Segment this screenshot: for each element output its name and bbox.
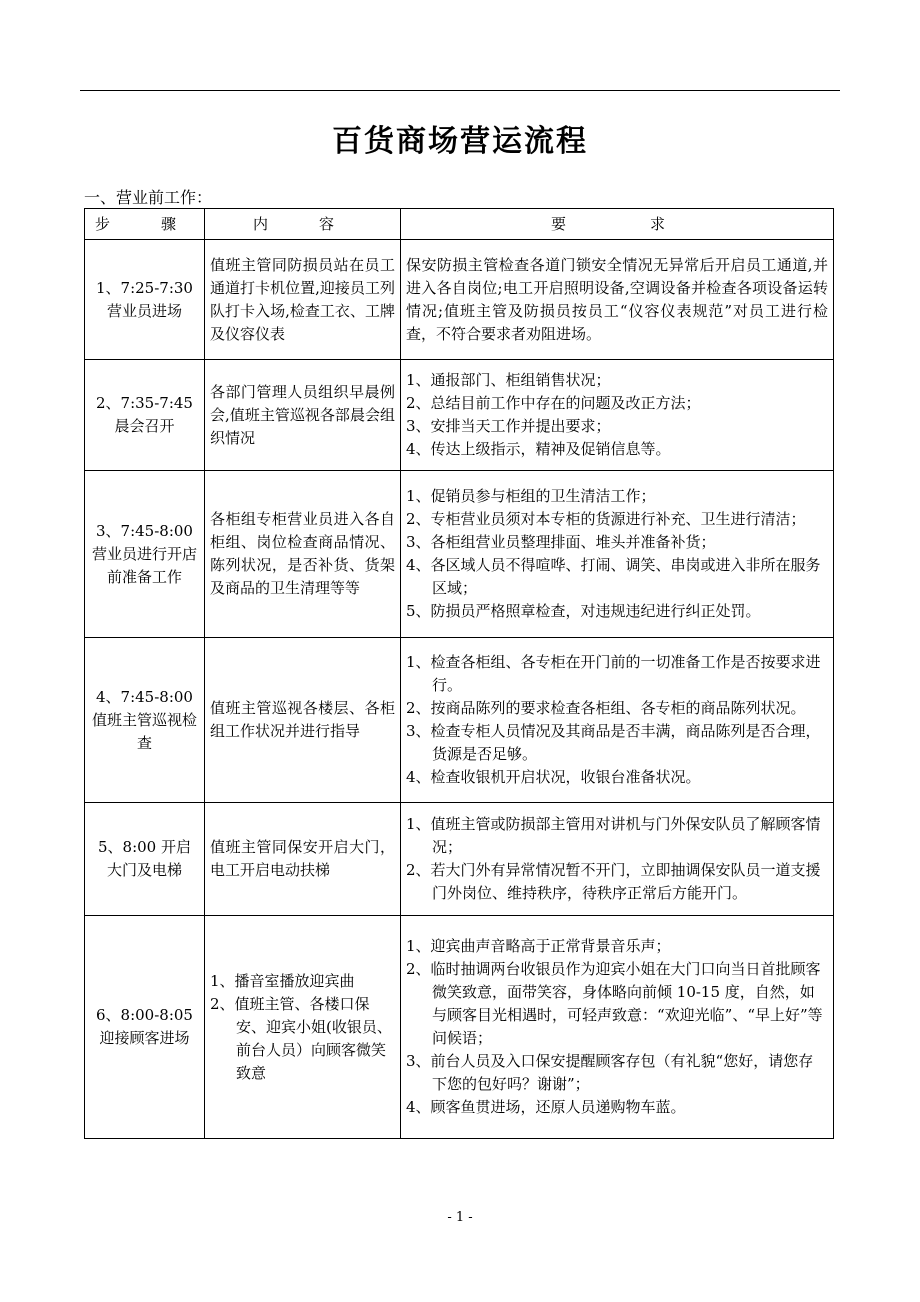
table-header-row xyxy=(85,209,834,240)
procedure-table xyxy=(84,208,834,1139)
header-rule xyxy=(80,90,840,91)
step-cell: 5、8:00 开启大门及电梯 xyxy=(85,803,205,916)
content-cell: 各柜组专柜营业员进入各自柜组、岗位检查商品情况、陈列状况，是否补货、货架及商品的卫生清理等等 xyxy=(205,471,401,638)
requirement-item: 5、防损员严格照章检查，对违规违纪进行纠正处罚。 xyxy=(406,602,761,620)
requirement-item: 2、专柜营业员须对本专柜的货源进行补充、卫生进行清洁； xyxy=(406,510,806,528)
requirement-item: 4、顾客鱼贯进场，还原人员递购物车蓝。 xyxy=(406,1098,686,1116)
requirement-item: 3、检查专柜人员情况及其商品是否丰满，商品陈列是否合理，货源是否足够。 xyxy=(406,722,821,763)
content-cell: 各部门管理人员组织早晨例会,值班主管巡视各部晨会组织情况 xyxy=(205,360,401,471)
section-heading: 一、营业前工作： xyxy=(84,188,213,207)
content-cell: 值班主管巡视各楼层、各柜组工作状况并进行指导 xyxy=(205,638,401,803)
content-cell: 值班主管同保安开启大门，电工开启电动扶梯 xyxy=(205,803,401,916)
requirement-item: 2、若大门外有异常情况暂不开门，立即抽调保安队员一道支援门外岗位、维持秩序，待秩序正常后方能开门。 xyxy=(406,861,821,902)
requirement-item: 2、按商品陈列的要求检查各柜组、各专柜的商品陈列状况。 xyxy=(406,699,806,717)
requirement-item: 1、检查各柜组、各专柜在开门前的一切准备工作是否按要求进行。 xyxy=(406,653,821,694)
requirement-item: 3、各柜组营业员整理排面、堆头并准备补货； xyxy=(406,533,716,551)
requirement-item: 4、各区域人员不得喧哗、打闹、调笑、串岗或进入非所在服务区域； xyxy=(406,556,821,597)
requirement-item: 1、通报部门、柜组销售状况； xyxy=(406,371,611,389)
requirements-cell xyxy=(401,360,834,471)
table-row xyxy=(85,471,834,638)
step-cell: 6、8:00-8:05 迎接顾客进场 xyxy=(85,916,205,1139)
step-cell: 3、7:45-8:00 营业员进行开店前准备工作 xyxy=(85,471,205,638)
table-row xyxy=(85,360,834,471)
header-requirements: 要 求 xyxy=(401,209,834,240)
table-row xyxy=(85,240,834,360)
step-cell: 4、7:45-8:00 值班主管巡视检查 xyxy=(85,638,205,803)
content-item: 1、播音室播放迎宾曲 xyxy=(210,971,355,990)
requirement-item: 1、迎宾曲声音略高于正常背景音乐声； xyxy=(406,937,671,955)
requirement-item: 1、值班主管或防损部主管用对讲机与门外保安队员了解顾客情况； xyxy=(406,815,821,856)
table-row xyxy=(85,803,834,916)
content-item: 2、值班主管、各楼口保安、迎宾小姐(收银员、前台人员）向顾客微笑致意 xyxy=(210,994,392,1082)
page-title: 百货商场营运流程 xyxy=(332,124,588,159)
table-row xyxy=(85,638,834,803)
page-number: - 1 - xyxy=(447,1210,473,1225)
header-content: 内 容 xyxy=(205,209,401,240)
requirement-item: 2、总结目前工作中存在的问题及改正方法； xyxy=(406,394,701,412)
header-step: 步 骤 xyxy=(85,209,205,240)
requirement-item: 4、检查收银机开启状况，收银台准备状况。 xyxy=(406,768,701,786)
requirements-cell xyxy=(401,916,834,1139)
content-cell xyxy=(205,916,401,1139)
requirement-item: 3、前台人员及入口保安提醒顾客存包（有礼貌“您好，请您存下您的包好吗？谢谢”； xyxy=(406,1052,814,1093)
table-row xyxy=(85,916,834,1139)
requirement-item: 1、促销员参与柜组的卫生清洁工作； xyxy=(406,487,656,505)
step-cell: 2、7:35-7:45 晨会召开 xyxy=(85,360,205,471)
requirements-cell xyxy=(401,803,834,916)
step-cell: 1、7:25-7:30 营业员进场 xyxy=(85,240,205,360)
requirement-item: 2、临时抽调两台收银员作为迎宾小姐在大门口向当日首批顾客微笑致意，面带笑容，身体略向前倾 10-15 度，自然，如与顾客目光相遇时，可轻声致意：“欢迎光临”、“早上好”等问候语； xyxy=(406,960,823,1047)
requirements-cell xyxy=(401,471,834,638)
requirements-cell xyxy=(401,240,834,360)
requirements-cell xyxy=(401,638,834,803)
requirement-text: 保安防损主管检查各道门锁安全情况无异常后开启员工通道,并进入各自岗位;电工开启照明设备,空调设备并检查各项设备运转情况;值班主管及防损员按员工“仪容仪表规范”对员工进行检查，不符合要求者劝阻进场。 xyxy=(406,255,828,343)
requirement-item: 3、安排当天工作并提出要求； xyxy=(406,417,611,435)
requirement-item: 4、传达上级指示，精神及促销信息等。 xyxy=(406,440,671,458)
content-cell: 值班主管同防损员站在员工通道打卡机位置,迎接员工列队打卡入场,检查工衣、工牌及仪容仪表 xyxy=(205,240,401,360)
